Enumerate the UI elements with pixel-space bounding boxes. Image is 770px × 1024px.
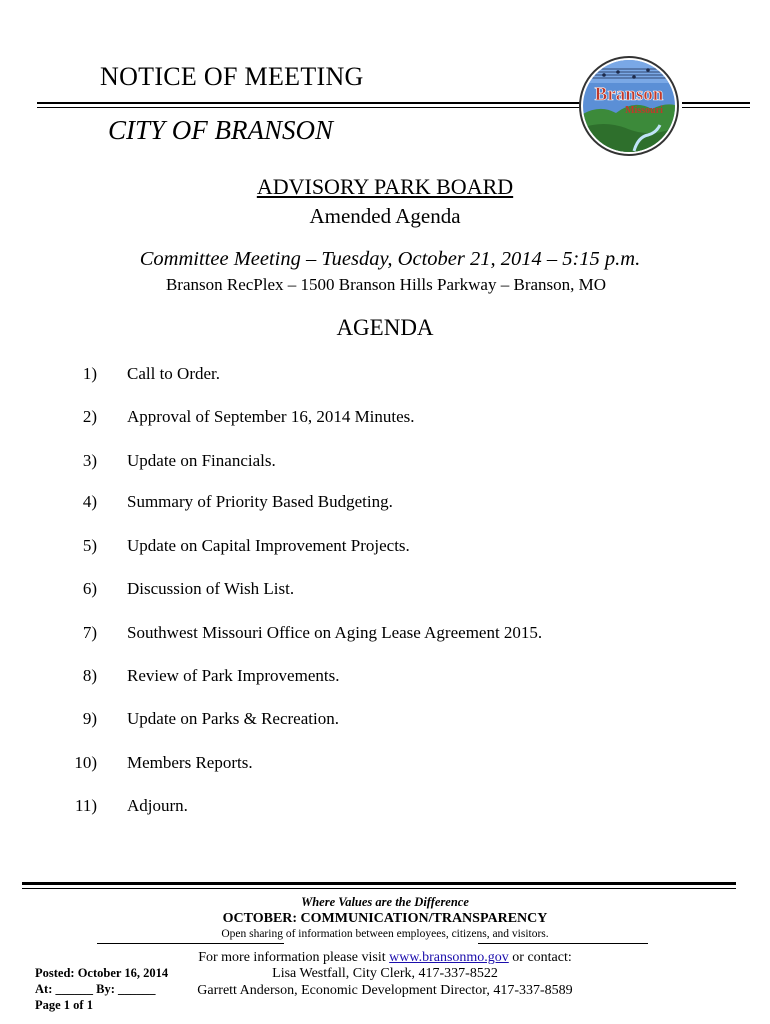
footer-info-line	[160, 950, 610, 966]
contact-clerk: Lisa Westfall, City Clerk, 417-337-8522	[272, 966, 498, 981]
footer-month-theme: OCTOBER: COMMUNICATION/TRANSPARENCY	[222, 911, 548, 926]
branson-logo	[578, 55, 680, 157]
footer-info-prefix: For more information please visit	[198, 950, 390, 965]
agenda-heading: AGENDA	[336, 315, 434, 340]
posted-date: Posted: October 16, 2014	[35, 966, 169, 980]
page-number: Page 1 of 1	[35, 998, 93, 1012]
agenda-item-number: 2)	[82, 407, 97, 426]
agenda-item-number: 10)	[74, 753, 97, 772]
agenda-item-number: 9)	[82, 709, 97, 728]
agenda-item-number: 6)	[82, 579, 97, 598]
agenda-item-text: Review of Park Improvements.	[127, 666, 340, 685]
meeting-datetime: Committee Meeting – Tuesday, October 21, 2014 – 5:15 p.m.	[139, 248, 641, 270]
meeting-location: Branson RecPlex – 1500 Branson Hills Parkway – Branson, MO	[165, 275, 607, 294]
contact-director: Garrett Anderson, Economic Development Director, 417-337-8589	[197, 983, 573, 998]
logo-name: Branson	[594, 84, 664, 105]
header-rule-bottom	[37, 107, 582, 108]
agenda-item-text: Update on Capital Improvement Projects.	[127, 536, 410, 555]
agenda-item-text: Summary of Priority Based Budgeting.	[127, 492, 393, 511]
footer-separator-left	[97, 943, 284, 944]
header-rule-right-bottom	[682, 107, 750, 108]
agenda-item-number: 11)	[74, 796, 97, 815]
agenda-item-number: 8)	[82, 666, 97, 685]
agenda-item-text: Adjourn.	[127, 796, 188, 815]
agenda-item-text: Members Reports.	[127, 753, 253, 772]
website-link[interactable]: www.bransonmo.gov	[389, 950, 509, 965]
agenda-item-number: 1)	[82, 364, 97, 383]
agenda-item-text: Call to Order.	[127, 364, 221, 383]
agenda-item-number: 5)	[82, 536, 97, 555]
posted-at-by: At: ______ By: ______	[35, 982, 156, 996]
city-title: CITY OF BRANSON	[108, 115, 334, 145]
agenda-item-text: Update on Financials.	[127, 451, 276, 470]
footer-rule-top	[22, 882, 736, 885]
agenda-item-text: Discussion of Wish List.	[127, 579, 295, 598]
footer-info-suffix: or contact:	[508, 950, 572, 965]
header-rule-top	[37, 102, 582, 104]
agenda-item-number: 7)	[82, 623, 97, 642]
agenda-item-number: 3)	[82, 451, 97, 470]
footer-slogan: Where Values are the Difference	[301, 895, 469, 909]
agenda-item-text: Update on Parks & Recreation.	[127, 709, 339, 728]
logo-subtitle: Missouri	[625, 105, 663, 116]
agenda-item-text: Southwest Missouri Office on Aging Lease Agreement 2015.	[127, 623, 543, 642]
notice-title: NOTICE OF MEETING	[100, 62, 364, 91]
footer-rule-bottom	[22, 888, 736, 889]
board-title: ADVISORY PARK BOARD	[256, 174, 514, 199]
header-rule-right-top	[682, 102, 750, 104]
agenda-item-text: Approval of September 16, 2014 Minutes.	[127, 407, 415, 426]
agenda-type: Amended Agenda	[309, 204, 461, 228]
agenda-item-number: 4)	[82, 492, 97, 511]
footer-separator-right	[478, 943, 648, 944]
footer-theme-description: Open sharing of information between employees, citizens, and visitors.	[221, 928, 549, 940]
